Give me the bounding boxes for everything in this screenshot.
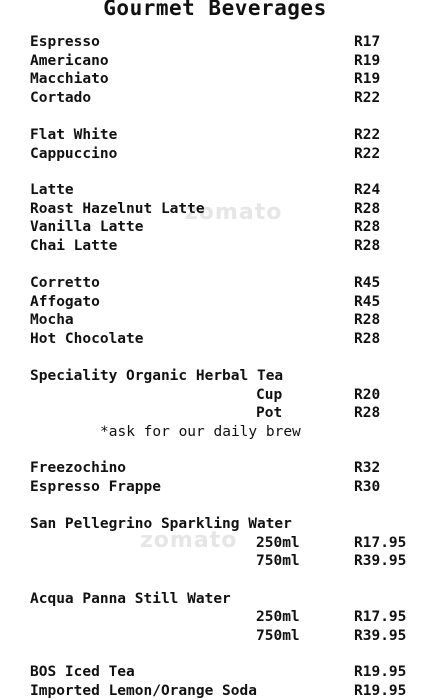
item-name: Acqua Panna Still Water [30,590,231,607]
item-price: R20 [354,386,381,403]
menu-row [0,478,430,497]
item-name: Affogato [30,293,100,310]
menu-row [0,515,430,534]
item-name: Roast Hazelnut Latte [30,200,205,217]
item-size: 250ml [256,609,300,625]
item-size: Pot [256,405,283,421]
menu-row [0,627,430,646]
item-price: R24 [354,182,381,198]
menu-row [0,367,430,386]
item-price: R22 [354,145,381,162]
item-name: San Pellegrino Sparkling Water [30,516,292,532]
menu-row [0,126,430,145]
item-price: R45 [354,275,381,291]
menu-row [0,293,430,312]
menu-row [0,70,430,89]
item-size: 750ml [256,553,300,569]
menu-row [0,682,430,700]
item-price: R28 [354,312,381,328]
menu-row [0,52,430,71]
menu-row [0,311,430,330]
menu-row [0,330,430,349]
item-price: R17.95 [354,534,407,551]
menu-note: *ask for our daily brew [100,423,301,440]
item-price: R28 [354,330,381,347]
item-name: Macchiato [30,71,109,87]
watermark-logo: zomato [140,528,238,553]
menu-row [0,33,430,52]
item-price: R32 [354,460,381,476]
item-name: Cappuccino [30,145,118,162]
menu-row [0,663,430,682]
menu-row [0,181,430,200]
item-name: Espresso [30,34,100,50]
item-name: Latte [30,182,74,198]
menu-row [0,608,430,627]
menu-row [0,404,430,423]
menu-row [0,590,430,609]
item-name: Corretto [30,275,100,291]
item-price: R39.95 [354,627,407,644]
menu-row [0,200,430,219]
item-price: R19.95 [354,682,407,699]
item-name: Freezochino [30,460,127,476]
item-size: 750ml [256,627,300,644]
item-price: R28 [354,219,381,235]
item-size: 250ml [256,534,300,551]
item-name: Cortado [30,89,92,106]
menu-row [0,459,430,478]
item-price: R22 [354,127,381,143]
item-price: R22 [354,89,381,106]
menu-row [0,237,430,256]
item-name: Americano [30,52,109,69]
watermark-logo: zomato [185,200,283,225]
menu-row [0,145,430,164]
item-size: Cup [256,386,283,403]
menu-row [0,552,430,571]
menu-row [0,89,430,108]
item-name: Vanilla Latte [30,219,144,235]
item-name: Mocha [30,312,74,328]
item-price: R45 [354,293,381,310]
item-price: R19.95 [354,664,407,680]
item-name: BOS Iced Tea [30,664,135,680]
item-price: R17.95 [354,609,407,625]
item-price: R39.95 [354,553,407,569]
item-name: Chai Latte [30,237,118,254]
menu-row [0,218,430,237]
item-price: R28 [354,405,381,421]
menu-row [0,386,430,405]
item-name: Imported Lemon/Orange Soda [30,682,257,699]
menu-title: Gourmet Beverages [103,0,327,20]
item-name: Flat White [30,127,118,143]
menu-row [0,534,430,553]
item-price: R19 [354,52,381,69]
item-name: Espresso Frappe [30,478,161,495]
item-name: Hot Chocolate [30,330,144,347]
menu-row [0,423,430,442]
menu-row [0,274,430,293]
item-price: R28 [354,200,381,217]
item-price: R28 [354,237,381,254]
item-price: R19 [354,71,381,87]
item-price: R17 [354,34,381,50]
item-name: Speciality Organic Herbal Tea [30,368,284,384]
item-price: R30 [354,478,381,495]
